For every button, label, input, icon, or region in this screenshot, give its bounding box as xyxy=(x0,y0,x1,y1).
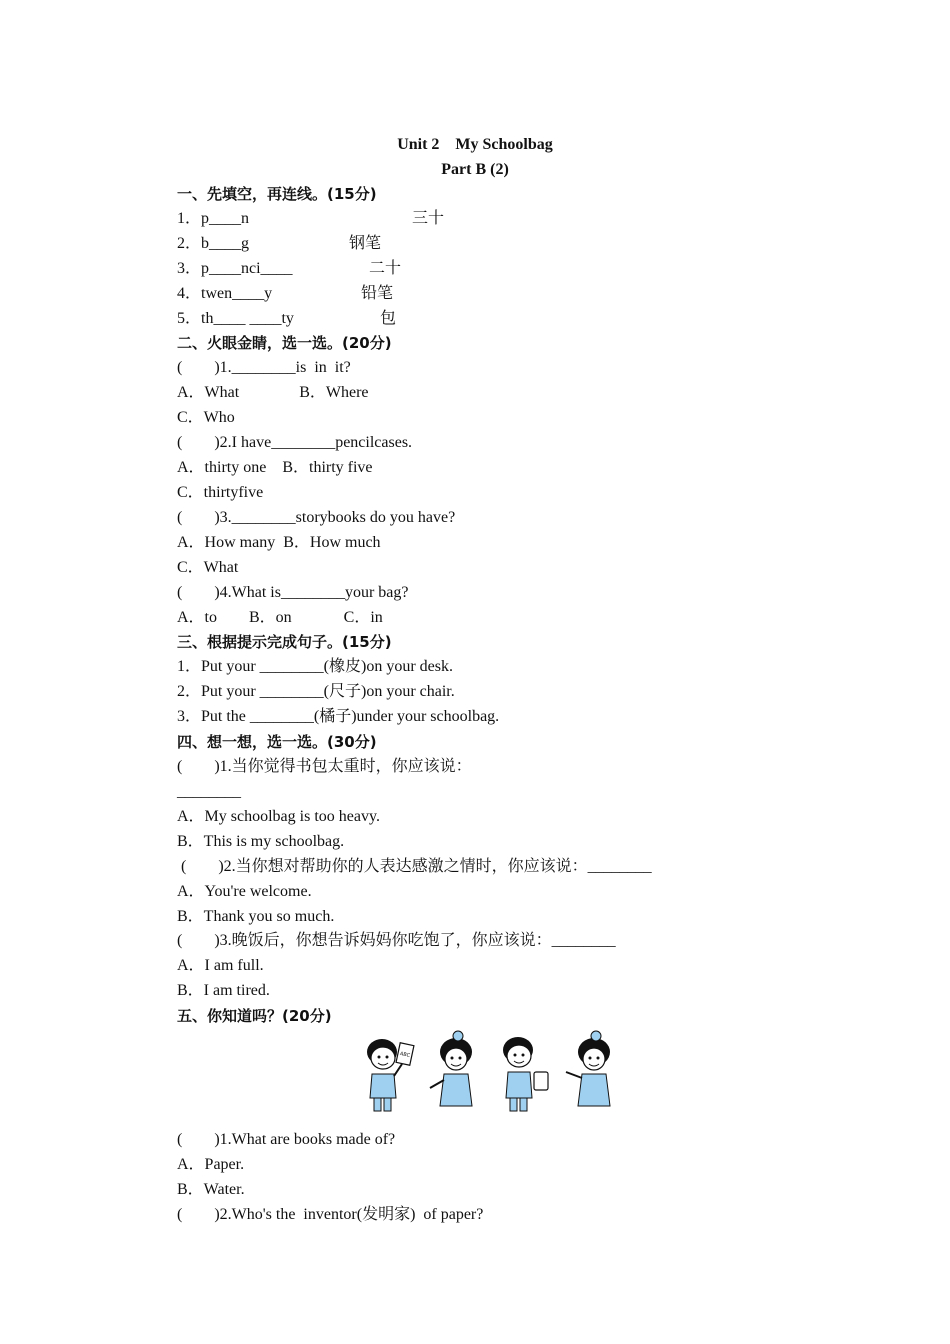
question-line: ( )2.I have________pencilcases. xyxy=(177,434,413,451)
option-line: B．I am tired. xyxy=(177,982,270,999)
option-line: B．This is my schoolbag. xyxy=(177,833,345,850)
option-line: B．Water. xyxy=(177,1181,245,1198)
boy-with-cup-figure xyxy=(503,1037,548,1111)
page-title: Unit 2 My Schoolbag xyxy=(397,136,553,153)
children-illustration xyxy=(360,1028,622,1112)
sentence-line: 2．Put your ________(尺子)on your chair. xyxy=(177,683,455,700)
option-line: C．Who xyxy=(177,409,235,426)
fill-item-3: 3．p____nci____ xyxy=(177,260,293,277)
section-5-heading: 五、你知道吗？(20分) xyxy=(177,1007,332,1025)
section-4-heading: 四、想一想，选一选。(30分) xyxy=(177,733,377,751)
section-1-heading: 一、先填空，再连线。(15分) xyxy=(177,185,377,203)
match-word-1: 三十 xyxy=(412,210,445,227)
option-line: A．You're welcome. xyxy=(177,883,312,900)
option-line: B．Thank you so much. xyxy=(177,908,335,925)
option-line: A．What B．Where xyxy=(177,384,369,401)
fill-item-1: 1．p____n xyxy=(177,210,250,227)
page-subtitle: Part B (2) xyxy=(441,161,509,178)
option-line: A．I am full. xyxy=(177,957,264,974)
option-line: C．What xyxy=(177,559,239,576)
option-line: A．How many B．How much xyxy=(177,534,381,551)
match-word-2: 钢笔 xyxy=(349,235,382,252)
option-line: A．to B．on C．in xyxy=(177,609,383,626)
boy-with-book-figure xyxy=(367,1039,414,1111)
answer-blank: ________ xyxy=(177,783,241,800)
question-line: ( )3.________storybooks do you have? xyxy=(177,509,456,526)
girl-pointing-figure xyxy=(566,1031,610,1106)
match-word-4: 铅笔 xyxy=(361,285,394,302)
match-word-3: 二十 xyxy=(369,260,402,277)
section-2-heading: 二、火眼金睛，选一选。(20分) xyxy=(177,334,392,352)
question-line: ( )2.当你想对帮助你的人表达感激之情时，你应该说：________ xyxy=(177,858,652,875)
option-line: A．My schoolbag is too heavy. xyxy=(177,808,380,825)
match-word-5: 包 xyxy=(380,310,397,327)
question-line: ( )3.晚饭后，你想告诉妈妈你吃饱了，你应该说：________ xyxy=(177,932,616,949)
question-line: ( )1.当你觉得书包太重时，你应该说： xyxy=(177,758,472,775)
book-label-text: ABC xyxy=(399,1051,411,1060)
option-line: A．Paper. xyxy=(177,1156,245,1173)
question-line: ( )2.Who's the inventor(发明家) of paper? xyxy=(177,1206,484,1223)
fill-item-5: 5．th____ ____ty xyxy=(177,310,294,327)
question-line: ( )1.What are books made of? xyxy=(177,1131,396,1148)
question-line: ( )1.________is in it? xyxy=(177,359,351,376)
fill-item-4: 4．twen____y xyxy=(177,285,273,302)
option-line: A．thirty one B．thirty five xyxy=(177,459,373,476)
question-line: ( )4.What is________your bag? xyxy=(177,584,409,601)
sentence-line: 1．Put your ________(橡皮)on your desk. xyxy=(177,658,453,675)
fill-item-2: 2．b____g xyxy=(177,235,250,252)
section-3-heading: 三、根据提示完成句子。(15分) xyxy=(177,633,392,651)
girl-figure xyxy=(430,1031,472,1106)
sentence-line: 3．Put the ________(橘子)under your schoolbag. xyxy=(177,708,500,725)
option-line: C．thirtyfive xyxy=(177,484,264,501)
